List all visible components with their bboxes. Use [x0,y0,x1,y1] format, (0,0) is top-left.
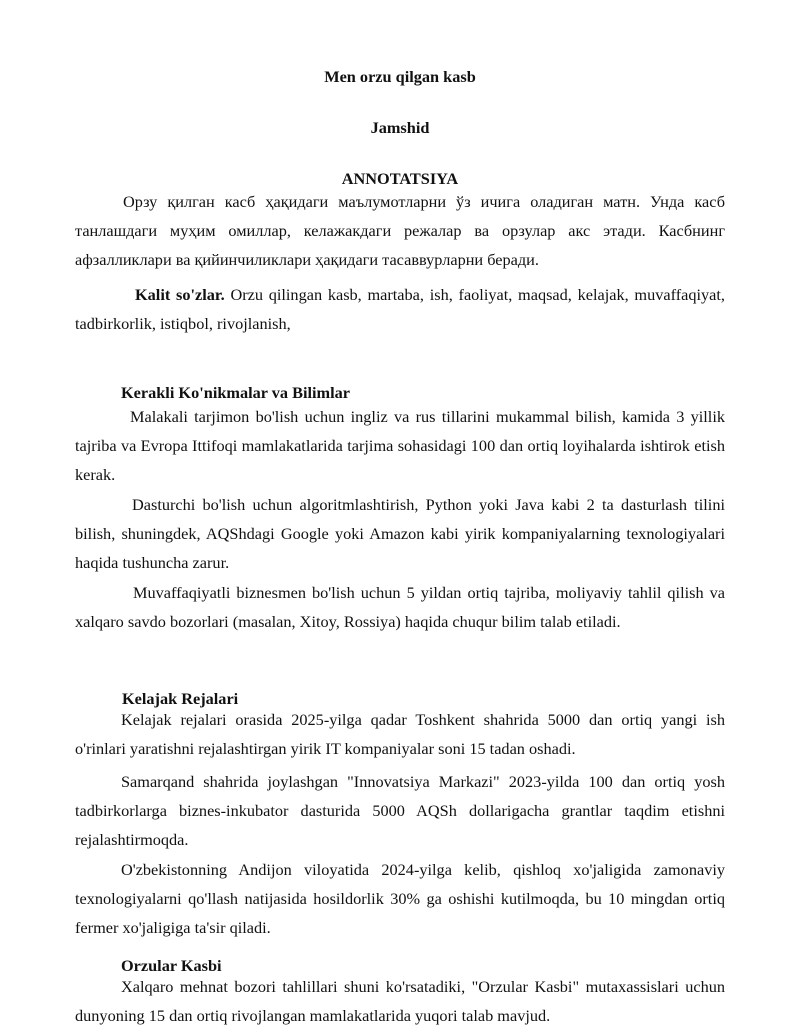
document-author: Jamshid [370,118,430,137]
annotation-heading: ANNOTATSIYA [341,169,459,188]
plans-paragraph-1: Kelajak rejalari orasida 2025-yilga qadar Toshkent shahrida 5000 dan ortiq yangi ish o'rinlari yaratishni rejalashtirgan yirik IT kompaniyalar soni 15 tadan oshadi. [75,710,725,758]
keywords-text: Orzu qilingan kasb, martaba, ish, faoliyat, maqsad, kelajak, muvaffaqiyat, tadbirkorlik, istiqbol, rivojlanish, [75,285,725,333]
skills-paragraph-3: Muvaffaqiyatli biznesmen bo'lish uchun 5 yildan ortiq tajriba, moliyaviy tahlil qilish va xalqaro savdo bozorlari (masalan, Xitoy, Rossiya) haqida chuqur bilim talab etiladi. [75,583,725,631]
plans-paragraph-2: Samarqand shahrida joylashgan "Innovatsiya Markazi" 2023-yilda 100 dan ortiq yosh tadbirkorlarga biznes-inkubator dasturida 5000 AQSh dollarigacha grantlar taqdim etishni rejalashtirmoqda. [75,772,725,849]
dream-job-paragraph-1: Xalqaro mehnat bozori tahlillari shuni ko'rsatadiki, "Orzular Kasbi" mutaxassislari uchun dunyoning 15 dan ortiq rivojlangan mamlakatlarida yuqori talab mavjud. [75,977,725,1025]
keywords-paragraph [75,280,725,338]
annotation-paragraph: Орзу қилган касб ҳақидаги маълумотларни ўз ичига оладиган матн. Унда касб танлашдаги муҳим омиллар, келажакдаги режалар ва орзулар акс этади. Касбнинг афзалликлари ва қийинчиликлари ҳақидаги тасаввурларни беради. [75,192,725,269]
skills-paragraph-2: Dasturchi bo'lish uchun algoritmlashtirish, Python yoki Java kabi 2 ta dasturlash tilini bilish, shuningdek, AQShdagi Google yoki Amazon kabi yirik kompaniyalarning texnologiyalari haqida tushuncha zarur. [75,495,725,572]
section-heading-dream-job: Orzular Kasbi [121,956,222,975]
document-page [75,0,725,1035]
section-heading-skills: Kerakli Ko'nikmalar va Bilimlar [121,383,350,402]
skills-paragraph-1: Malakali tarjimon bo'lish uchun ingliz va rus tillarini mukammal bilish, kamida 3 yillik tajriba va Evropa Ittifoqi mamlakatlarida tarjima sohasidagi 100 dan ortiq loyihalarda ishtirok etish kerak. [75,407,725,484]
document-title: Men orzu qilgan kasb [324,67,476,86]
keywords-label: Kalit so'zlar. [135,285,225,304]
section-heading-plans: Kelajak Rejalari [122,689,239,708]
plans-paragraph-3: O'zbekistonning Andijon viloyatida 2024-yilga kelib, qishloq xo'jaligida zamonaviy texnologiyalarni qo'llash natijasida hosildorlik 30% ga oshishi kutilmoqda, bu 10 mingdan ortiq fermer xo'jaligiga ta'sir qiladi. [75,860,725,937]
